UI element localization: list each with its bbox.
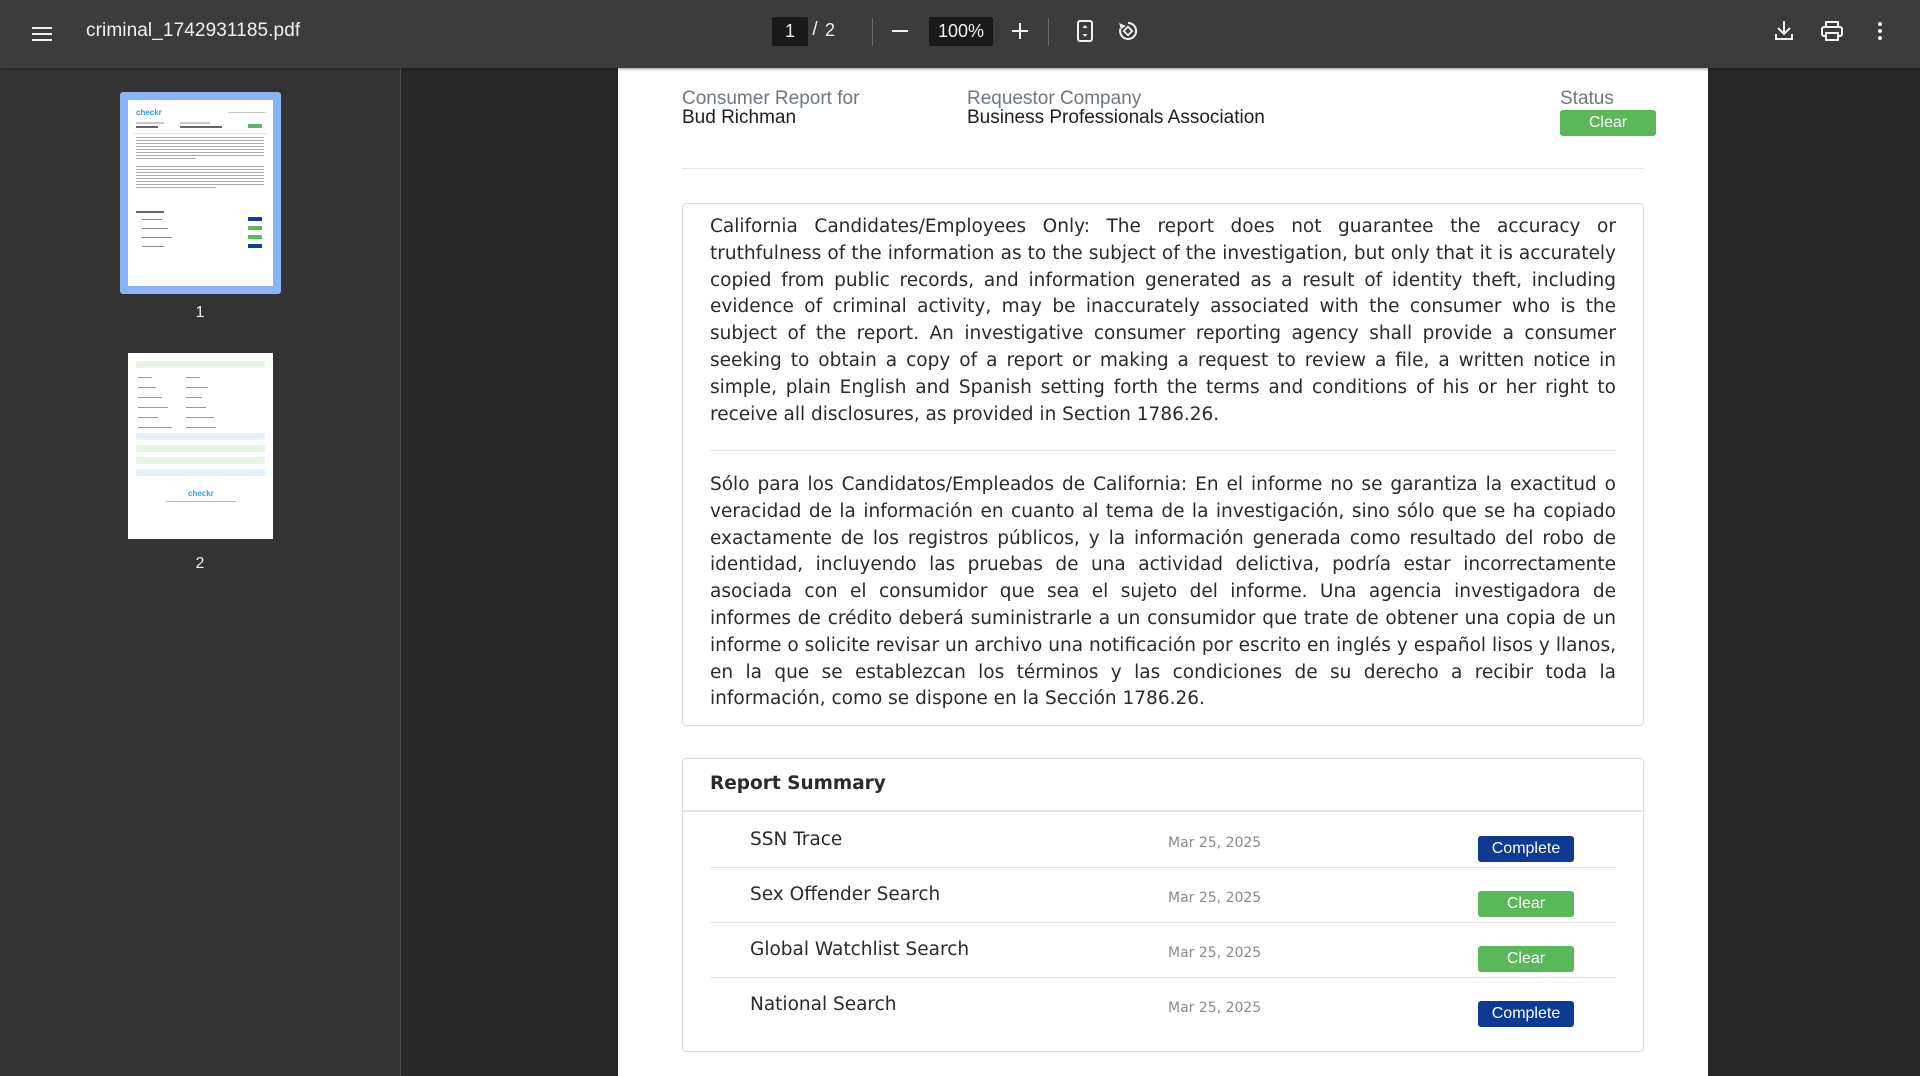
toolbar-divider: [1048, 18, 1049, 46]
pdf-toolbar: [0, 0, 1920, 68]
toolbar-divider: [872, 18, 873, 46]
search-name: SSN Trace: [750, 829, 843, 850]
header-divider: [682, 168, 1644, 169]
zoom-out-icon[interactable]: [880, 11, 920, 51]
pdf-page: [618, 68, 1708, 1076]
thumbnail-logo: checkr: [136, 108, 162, 117]
summary-row: [710, 978, 1616, 1033]
search-name: Global Watchlist Search: [750, 939, 970, 960]
more-options-icon[interactable]: [1860, 11, 1900, 51]
zoom-in-icon[interactable]: [1000, 11, 1040, 51]
status-badge: Complete: [1478, 1001, 1574, 1027]
company-name: Business Professionals Association: [967, 107, 1265, 128]
thumbnail-logo: checkr: [188, 489, 214, 498]
search-date: Mar 25, 2025: [1168, 1000, 1262, 1016]
search-date: Mar 25, 2025: [1168, 890, 1262, 906]
status-badge: Complete: [1478, 836, 1574, 862]
thumbnail-label-1: 1: [195, 304, 205, 321]
menu-icon[interactable]: [22, 14, 62, 54]
consumer-label: Consumer Report for: [682, 88, 860, 109]
summary-row: [710, 923, 1616, 978]
search-name: National Search: [750, 994, 897, 1015]
search-name: Sex Offender Search: [750, 884, 941, 905]
zoom-level-input[interactable]: 100%: [929, 17, 993, 46]
thumbnail-label-2: 2: [195, 555, 205, 572]
report-summary: [682, 758, 1644, 1052]
current-page-input[interactable]: 1: [772, 17, 808, 46]
search-date: Mar 25, 2025: [1168, 945, 1262, 961]
download-icon[interactable]: [1764, 11, 1804, 51]
search-date: Mar 25, 2025: [1168, 835, 1262, 851]
summary-title: Report Summary: [710, 773, 886, 794]
page-thumbnail-1[interactable]: [128, 100, 273, 286]
document-title: criminal_1742931185.pdf: [86, 20, 301, 41]
print-icon[interactable]: [1812, 11, 1852, 51]
disclosure-english: California Candidates/Employees Only: The report does not guarantee the accuracy or truthfulness of the information as to the subject of the investigation, but only that it is accurately copied from public records, and information generated as a result of identity theft, including evidence of criminal activity, may be inaccurately associated with the consumer who is the subject of the report. An investigative consumer reporting agency shall provide a consumer seeking to obtain a copy of a report or making a request to review a file, a written notice in simple, plain English and Spanish setting forth the terms and conditions of his or her right to receive all disclosures, as provided in Section 1786.26.: [710, 216, 1616, 425]
page-separator: /: [812, 19, 818, 40]
status-label: Status: [1560, 88, 1614, 109]
total-pages: 2: [825, 20, 836, 40]
summary-row: [710, 868, 1616, 923]
summary-divider: [683, 810, 1643, 812]
thumbnail-sidebar: [0, 68, 401, 1076]
page-thumbnail-2[interactable]: [128, 353, 273, 539]
disclosure-box: [682, 203, 1644, 726]
consumer-name: Bud Richman: [682, 107, 797, 128]
document-viewer: [402, 68, 1920, 1076]
disclosure-spanish: Sólo para los Candidatos/Empleados de California: En el informe no se garantiza la exactitud o veracidad de la información en cuanto al tema de la investigación, sino sólo que se ha copiado exactamente de los registros públicos, y la información generada como resultado del robo de identidad, incluyendo las pruebas de una actividad delictiva, podría estar incorrectamente asociada con el consumidor que sea el sujeto del informe. Una agencia investigadora de informes de crédito deberá suministrarle a un consumidor que trate de obtener una copia de un informe o solicite revisar un archivo una notificación por escrito en inglés y español lisos y llanos, en la que se establezcan los términos y las condiciones de su derecho a recibir toda la información, como se dispone en la Sección 1786.26.: [710, 474, 1616, 710]
status-badge: Clear: [1478, 891, 1574, 917]
status-badge: Clear: [1560, 110, 1656, 136]
status-badge: Clear: [1478, 946, 1574, 972]
rotate-icon[interactable]: [1108, 11, 1148, 51]
fit-to-page-icon[interactable]: [1065, 11, 1105, 51]
company-label: Requestor Company: [967, 88, 1142, 109]
disclosure-divider: [710, 450, 1616, 451]
summary-row: [710, 813, 1616, 868]
